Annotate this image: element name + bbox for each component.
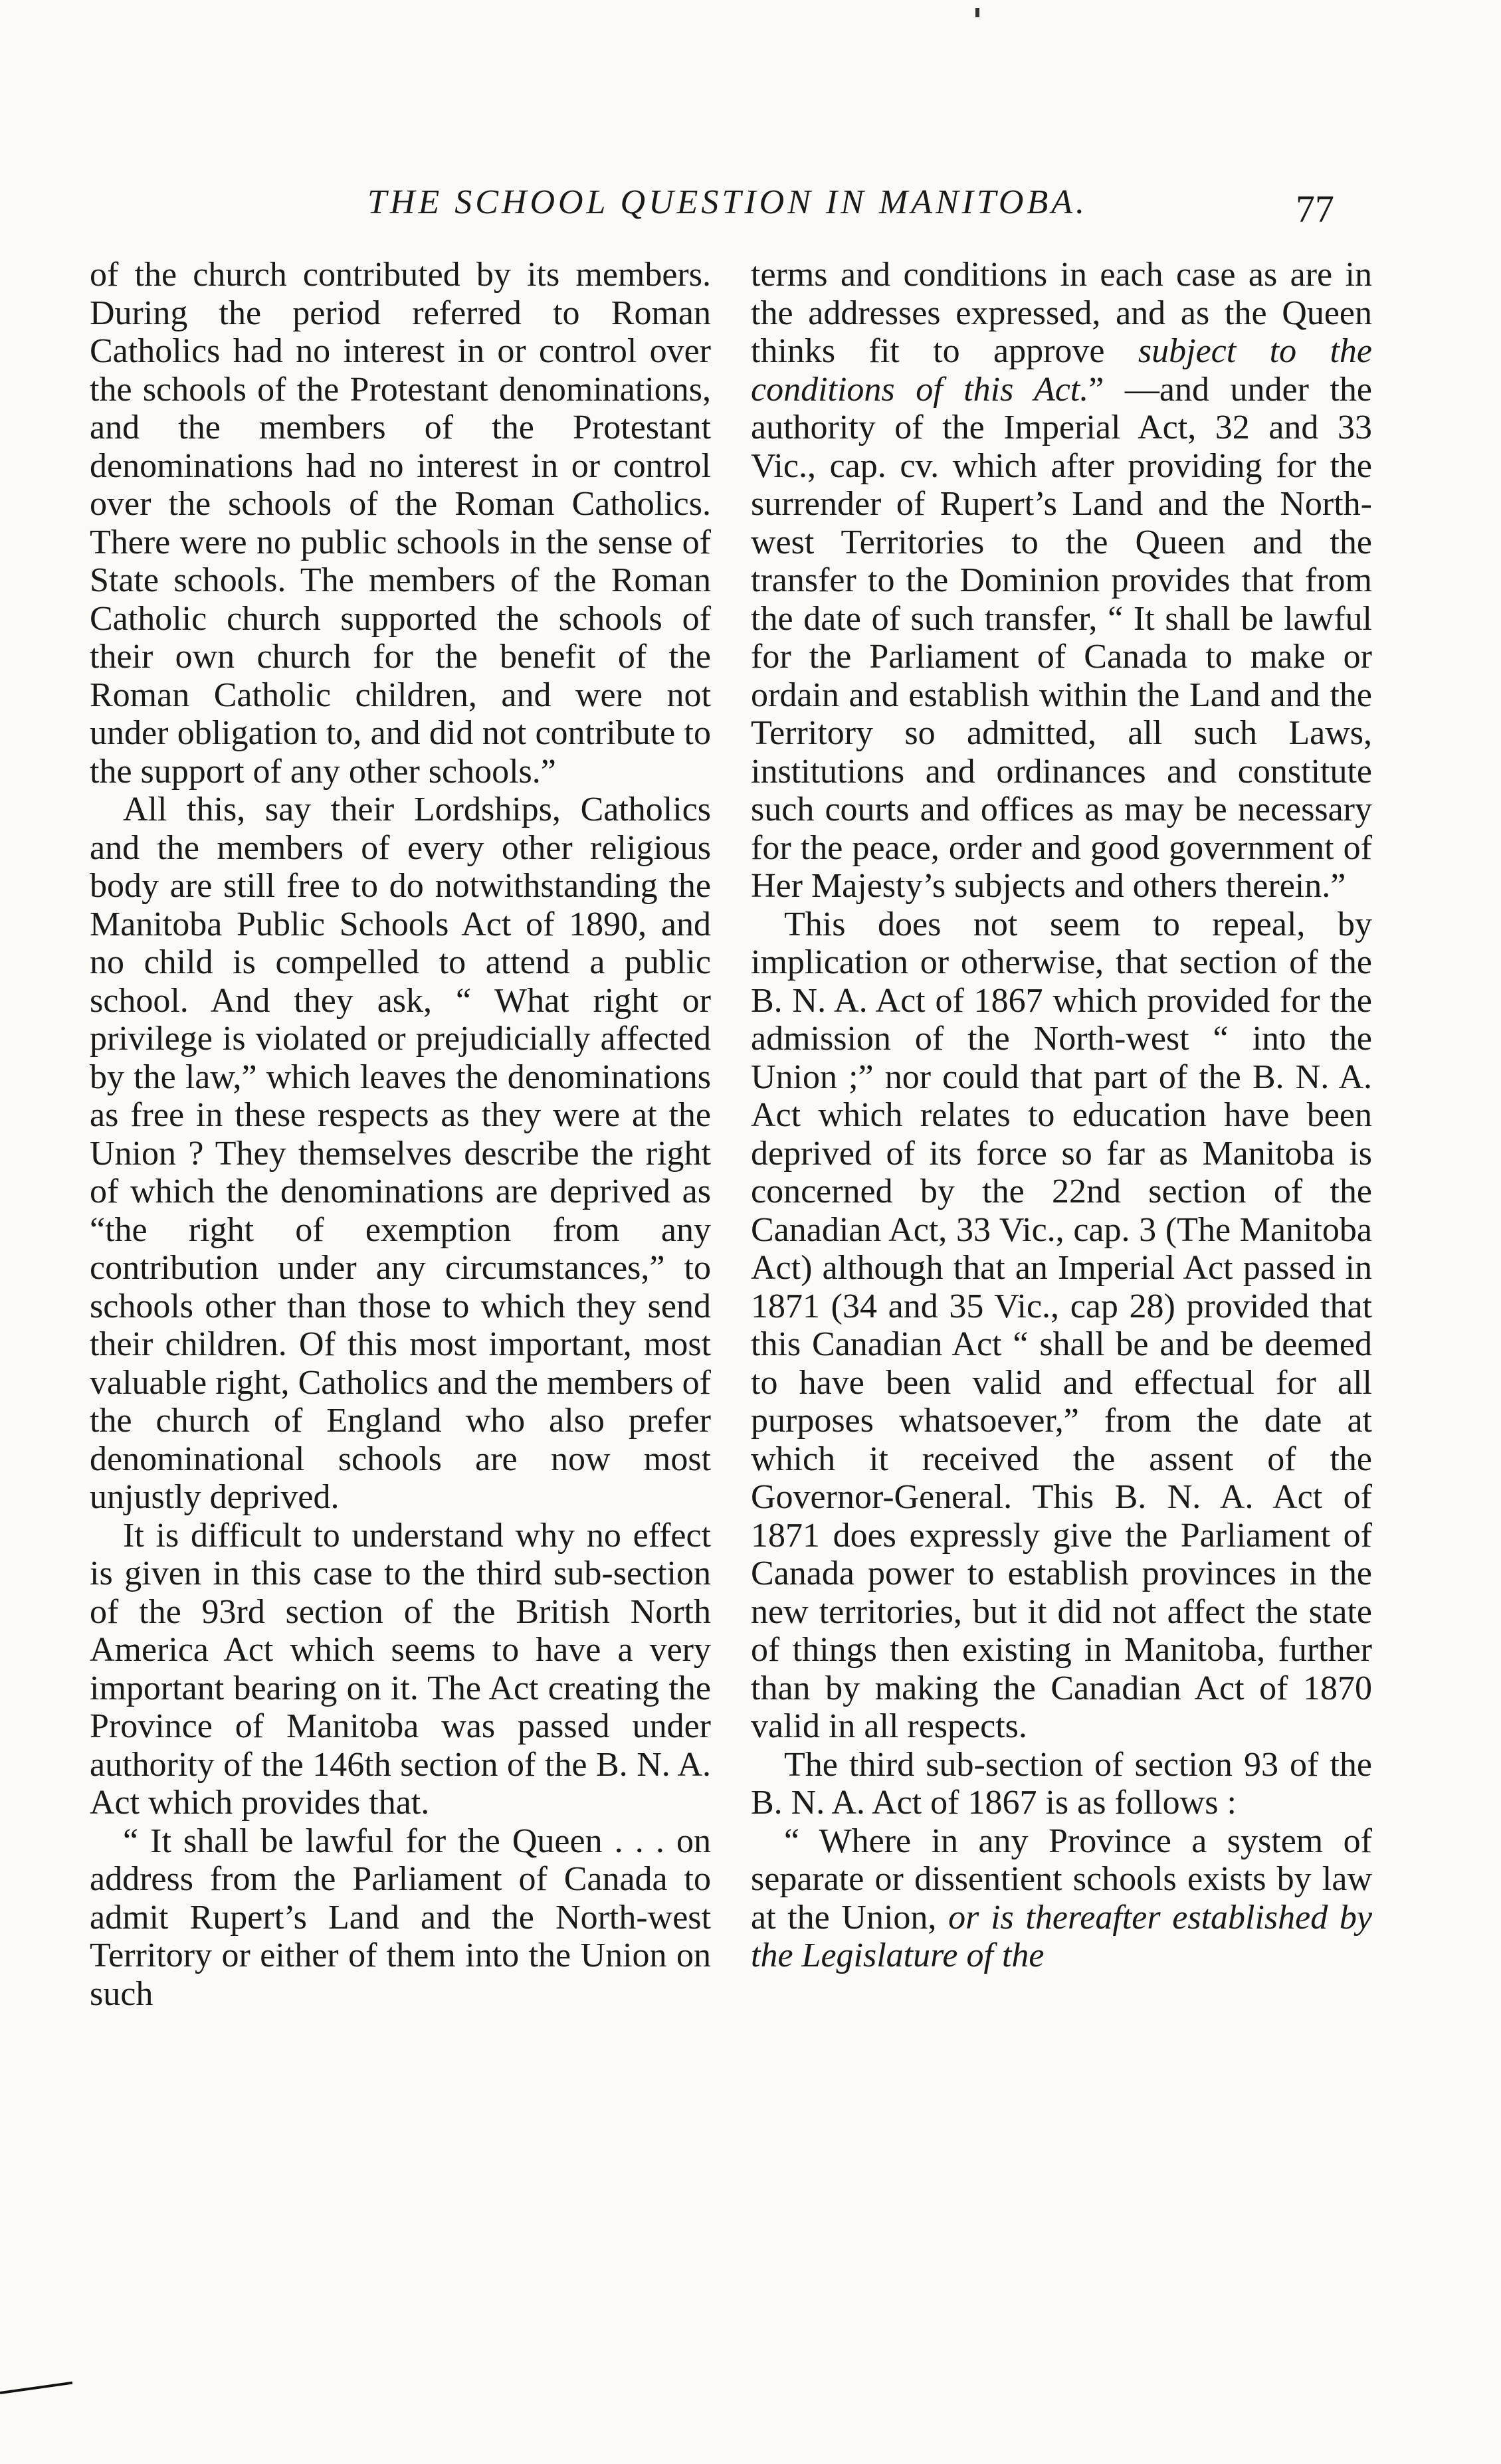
running-title: THE SCHOOL QUESTION IN MANITOBA. xyxy=(367,183,1088,221)
right-p1-lead: terms and conditions in each case as are in the addresses expressed, and as the Queen thinks fit to approve xyxy=(751,256,1372,370)
edge-mark xyxy=(0,2382,72,2394)
left-column xyxy=(90,256,711,2013)
page-number: 77 xyxy=(1296,187,1334,231)
left-paragraph-2: All this, say their Lordships, Catholics and the members of every other religious body are still free to do notwithstanding the Manitoba Public Schools Act of 1890, and no child is compelled to attend a public school. And they ask, “ What right or privilege is violated or prejudicially affected by the law,” which leaves the denominations as free in these respects as they were at the Union ? They themselves describe the right of which the denominations are deprived as “the right of exemption from any contribution under any circumstances,” to schools other than those to which they send their children. Of this most important, most valuable right, Catholics and the members of the church of England who also prefer denominational schools are now most unjustly deprived. xyxy=(90,791,711,1516)
right-paragraph-3: The third sub-section of section 93 of the B. N. A. Act of 1867 is as follows : xyxy=(751,1745,1372,1822)
right-p1-rest: ” —and under the authority of the Imperial Act, 32 and 33 Vic., cap. cv. which after providing for the surrender of Rupert’s Land and the North-west Territories to the Queen and the transfer to the Dominion provides that from the date of such transfer, “ It shall be lawful for the Parliament of Canada to make or ordain and establish within the Land and the Territory so admitted, all such Laws, institutions and ordinances and constitute such courts and offices as may be necessary for the peace, order and good government of Her Majesty’s subjects and others therein.” xyxy=(751,370,1372,905)
running-head xyxy=(0,176,1501,236)
right-column xyxy=(751,256,1372,1975)
left-paragraph-1: of the church contributed by its members. During the period referred to Roman Catholics had no interest in or control over the schools of the Protestant denominations, and the members of the Protestant denominations had no interest in or control over the schools of the Roman Catholics. There were no public schools in the sense of State schools. The members of the Roman Catholic church supported the schools of their own church for the benefit of the Roman Catholic children, and were not under obligation to, and did not contribute to the support of any other schools.” xyxy=(90,256,711,791)
print-speck xyxy=(975,8,979,17)
right-p4-lead: “ Where in any Province a system of separate or dissentient schools exists by law at the Union, xyxy=(751,1822,1372,1937)
right-paragraph-4 xyxy=(751,1822,1372,1975)
left-paragraph-4: “ It shall be lawful for the Queen . . . on address from the Parliament of Canada to admit Rupert’s Land and the North-west Territory or either of them into the Union on such xyxy=(90,1822,711,2013)
right-paragraph-1 xyxy=(751,256,1372,905)
right-p4-italic: or is thereafter established by the Legislature of the xyxy=(751,1898,1372,1974)
right-paragraph-2: This does not seem to repeal, by implication or otherwise, that section of the B. N. A. Act of 1867 which provided for the admission of the North-west “ into the Union ;” nor could that part of the B. N. A. Act which relates to education have been deprived of its force so far as Manitoba is concerned by the 22nd section of the Canadian Act, 33 Vic., cap. 3 (The Manitoba Act) although that an Imperial Act passed in 1871 (34 and 35 Vic., cap 28) provided that this Canadian Act “ shall be and be deemed to have been valid and effectual for all purposes whatsoever,” from the date at which it received the assent of the Governor-General. This B. N. A. Act of 1871 does expressly give the Parliament of Canada power to establish provinces in the new territories, but it did not affect the state of things then existing in Manitoba, further than by making the Canadian Act of 1870 valid in all respects. xyxy=(751,905,1372,1745)
left-paragraph-3: It is difficult to understand why no effect is given in this case to the third sub-section of the 93rd section of the British North America Act which seems to have a very important bearing on it. The Act creating the Province of Manitoba was passed under authority of the 146th section of the B. N. A. Act which provides that. xyxy=(90,1516,711,1822)
right-p1-italic: subject to the conditions of this Act. xyxy=(751,332,1373,409)
